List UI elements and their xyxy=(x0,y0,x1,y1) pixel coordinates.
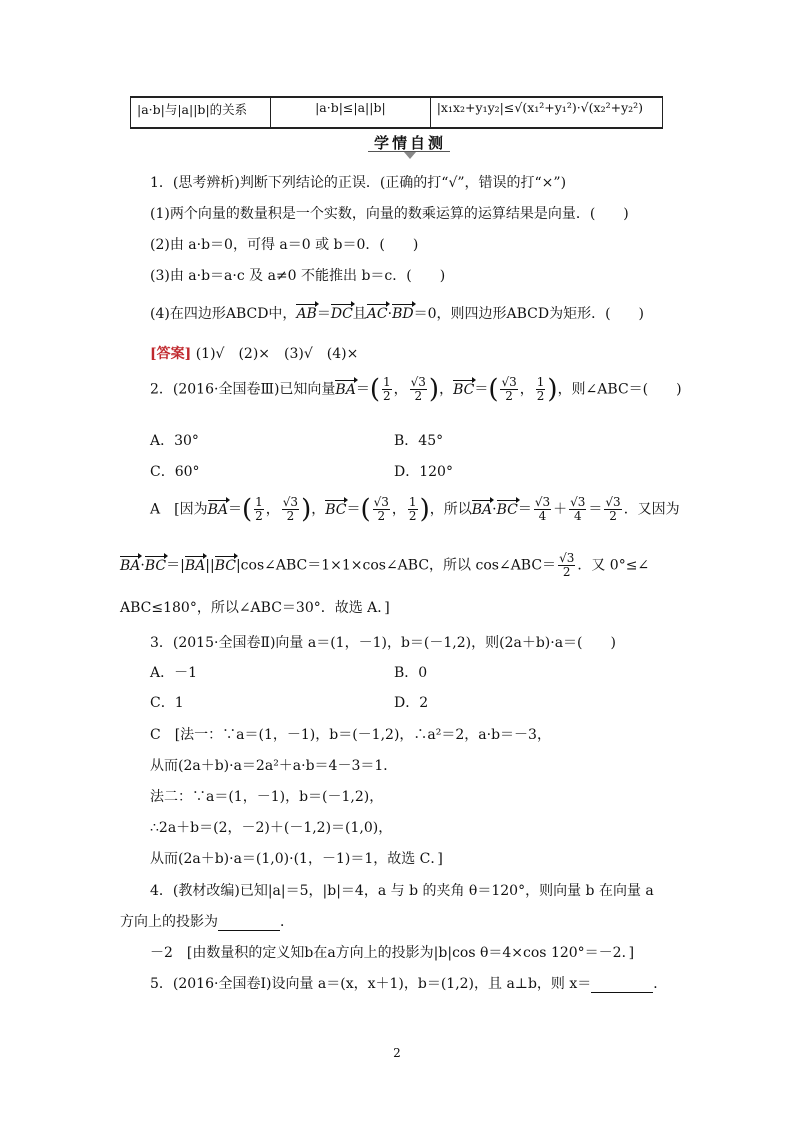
modulus-middle: || xyxy=(205,557,215,574)
numerator: √3 xyxy=(534,495,551,509)
q5-stem-text: 5．(2016·全国卷Ⅰ)设向量 a＝(x，x＋1)，b＝(1,2)，且 a⊥b，则 x＝ xyxy=(150,976,592,992)
fraction-one-half xyxy=(408,496,418,523)
q2-stem-suffix: ，则∠ABC＝( ) xyxy=(557,381,682,398)
denominator: 2 xyxy=(609,509,617,523)
numerator: 1 xyxy=(255,495,263,509)
q3-solution-line-5: 从而(2a＋b)·a＝(1,0)·(1，－1)＝1，故选 C．] xyxy=(150,851,443,867)
fraction-root3-over-2 xyxy=(604,496,621,523)
q2-solution-line-3: ABC≤180°，所以∠ABC＝30°．故选 A．] xyxy=(120,600,390,616)
q1-answer xyxy=(150,343,358,363)
vector-ba: BA xyxy=(471,501,493,518)
page-number: 2 xyxy=(393,1046,401,1060)
q2-option-a: A．30° xyxy=(150,433,199,449)
equals-sign: ＝ xyxy=(588,501,603,518)
q2-option-d: D．120° xyxy=(394,464,453,480)
equals-sign: ＝ xyxy=(355,381,370,398)
equals-sign: ＝ xyxy=(517,501,532,518)
numerator: √3 xyxy=(282,495,299,509)
vector-bc: BC xyxy=(214,557,236,574)
close-paren: ) xyxy=(301,494,312,525)
fraction-one-half xyxy=(254,496,264,523)
vector-ba: BA xyxy=(120,557,141,574)
q2-stem: 2．(2016·全国卷Ⅲ)已知向量BA＝( $\frac{1}{2}$ ， $\frac{√3}{2}$ )，BC＝( $\frac{√3}{2}$ ， $\frac{1}{2}$ )，则∠ABC＝( ) xyxy=(150,374,682,405)
solution-cosine: |cos∠ABC＝1×1×cos∠ABC，所以 cos∠ABC＝ xyxy=(235,557,557,574)
q4-stem-line-1: 4．(教材改编)已知|a|＝5，|b|＝4，a 与 b 的夹角 θ＝120°，则向量 b 在向量 a xyxy=(150,883,654,899)
open-paren: ( xyxy=(241,494,253,525)
solution-continue: ．又因为 xyxy=(623,501,680,518)
q1-item-3: (3)由 a·b＝a·c 及 a≠0 不能推出 b＝c．( ) xyxy=(150,268,446,284)
q1-answer-text: (1)√ (2)× (3)√ (4)× xyxy=(195,346,359,362)
so-text: ，所以 xyxy=(429,501,472,518)
fraction-root3-over-4 xyxy=(534,496,551,523)
vector-bd: BD xyxy=(392,306,414,322)
vector-ba: BA xyxy=(335,381,356,398)
equals-sign: ＝ xyxy=(474,381,489,398)
fraction-root3-over-2 xyxy=(558,552,575,579)
q2-option-c: C．60° xyxy=(150,464,200,480)
q3-option-b: B．0 xyxy=(394,665,428,681)
numerator: √3 xyxy=(605,495,621,509)
q2-solution-line-2: BA·BC＝|BA||BC|cos∠ABC＝1×1×cos∠ABC，所以 cos∠ABC＝ $\frac{√3}{2}$ ．又 0°≤∠ xyxy=(120,551,650,579)
answer-blank xyxy=(218,914,280,931)
vector-bc: BC xyxy=(144,557,167,574)
q3-stem: 3．(2015·全国卷Ⅱ)向量 a＝(1，－1)，b＝(－1,2)，则(2a＋b)·a＝( ) xyxy=(150,635,616,651)
q2-option-b: B．45° xyxy=(394,433,444,449)
q3-solution-line-4: ∴2a＋b＝(2，－2)＋(－1,2)＝(1,0)， xyxy=(150,820,393,836)
numerator: √3 xyxy=(501,375,517,389)
q3-option-a: A．－1 xyxy=(150,665,198,681)
fraction-root3-over-2 xyxy=(282,496,299,523)
q3-solution-line-2: 从而(2a＋b)·a＝2a²＋a·b＝4－3＝1． xyxy=(150,758,398,774)
q1-item4-prefix: (4)在四边形ABCD中， xyxy=(150,306,297,322)
fraction-one-half xyxy=(382,376,392,403)
q3-solution-line-1: C [法一：∵a＝(1，－1)，b＝(－1,2)，∴a²＝2，a·b＝－3， xyxy=(150,727,551,743)
modulus-open: ＝| xyxy=(166,557,185,574)
table-cell-label: |a·b|与|a||b|的关系 xyxy=(131,97,271,128)
q1-item4-suffix: ＝0，则四边形ABCD为矩形．( ) xyxy=(413,306,645,322)
denominator: 4 xyxy=(573,509,582,523)
numerator: 1 xyxy=(408,495,417,509)
denominator: 2 xyxy=(414,389,423,403)
denominator: 2 xyxy=(382,389,391,403)
vector-dc: DC xyxy=(330,306,353,322)
q1-item-4 xyxy=(150,303,644,323)
fraction-one-half xyxy=(536,376,546,403)
dot-operator: · xyxy=(387,306,393,322)
q2-stem-prefix: 2．(2016·全国卷Ⅲ)已知向量 xyxy=(150,381,336,398)
close-paren: ) xyxy=(547,374,558,405)
fraction-root3-over-2 xyxy=(500,376,517,403)
q3-option-c: C．1 xyxy=(150,695,184,711)
vector-ba: BA xyxy=(184,557,206,574)
denominator: 2 xyxy=(562,565,571,579)
triangle-marker-icon xyxy=(404,152,416,159)
q1-stem: 1．(思考辨析)判断下列结论的正误．(正确的打“√”，错误的打“×”) xyxy=(150,175,567,191)
vector-ac: AC xyxy=(366,306,388,322)
vector-ba: BA xyxy=(207,501,228,518)
q5-stem xyxy=(150,973,667,993)
fraction-root3-over-4 xyxy=(569,496,586,523)
numerator: √3 xyxy=(559,551,575,565)
q4-solution: －2 [由数量积的定义知b在a方向上的投影为|b|cos θ＝4×cos 120°＝－2．] xyxy=(150,945,635,961)
open-paren: ( xyxy=(360,494,371,525)
denominator: 2 xyxy=(377,509,386,523)
numerator: 1 xyxy=(382,375,391,389)
equals-sign: ＝ xyxy=(227,501,242,518)
denominator: 2 xyxy=(255,509,263,523)
q1-item-2: (2)由 a·b＝0，可得 a＝0 或 b＝0．( ) xyxy=(150,237,419,253)
table-cell-coordinate-form: |x₁x₂+y₁y₂|≤√(x₁²+y₁²)·√(x₂²+y₂²) xyxy=(430,97,662,128)
vector-ab: AB xyxy=(296,306,317,322)
vector-bc: BC xyxy=(496,501,518,518)
open-paren: ( xyxy=(488,374,499,405)
q2-solution-line-1: A [因为BA＝( $\frac{1}{2}$ ， $\frac{√3}{2}$ )，BC＝( $\frac{√3}{2}$ ， $\frac{1}{2}$ )，所以BA·BC＝ $\frac{√3}{4}$ ＋ $\frac{√3}{4}$ ＝ $\frac{√3}{2}$ ．又因为 xyxy=(150,494,680,525)
section-title: 学情自测 xyxy=(373,134,446,152)
numerator: √3 xyxy=(410,375,426,389)
close-paren: ) xyxy=(428,374,440,405)
denominator: 2 xyxy=(408,509,417,523)
denominator: 4 xyxy=(538,509,547,523)
denominator: 2 xyxy=(536,389,545,403)
q4-stem-line-2 xyxy=(120,911,294,931)
equals-sign: ＝ xyxy=(346,501,361,518)
fraction-root3-over-2 xyxy=(373,496,390,523)
answer-tag: [答案] xyxy=(150,346,192,362)
open-paren: ( xyxy=(369,374,380,405)
equals-sign: ＝ xyxy=(316,306,331,322)
answer-blank xyxy=(591,976,653,993)
numerator: √3 xyxy=(570,495,586,509)
fraction-root3-over-2 xyxy=(410,376,427,403)
conjunction: 且 xyxy=(352,306,367,322)
denominator: 2 xyxy=(286,509,295,523)
q3-option-d: D．2 xyxy=(394,695,429,711)
relation-table xyxy=(130,96,663,129)
denominator: 2 xyxy=(505,389,513,403)
plus-sign: ＋ xyxy=(553,501,568,518)
numerator: √3 xyxy=(373,495,389,509)
q1-item-1: (1)两个向量的数量积是一个实数，向量的数乘运算的运算结果是向量．( ) xyxy=(150,206,629,222)
q3-solution-line-3: 法二：∵a＝(1，－1)，b＝(－1,2)， xyxy=(150,789,384,805)
q4-stem-text: 方向上的投影为 xyxy=(120,914,218,930)
period: ． xyxy=(653,976,668,992)
numerator: 1 xyxy=(536,375,545,389)
close-paren: ) xyxy=(419,494,430,525)
vector-bc: BC xyxy=(325,501,347,518)
table-row xyxy=(131,97,663,128)
period: ． xyxy=(280,914,294,930)
solution-prefix: A [因为 xyxy=(150,501,208,518)
table-cell-inequality: |a·b|≤|a||b| xyxy=(271,97,431,128)
solution-range: ．又 0°≤∠ xyxy=(577,557,650,574)
vector-bc: BC xyxy=(453,381,475,398)
